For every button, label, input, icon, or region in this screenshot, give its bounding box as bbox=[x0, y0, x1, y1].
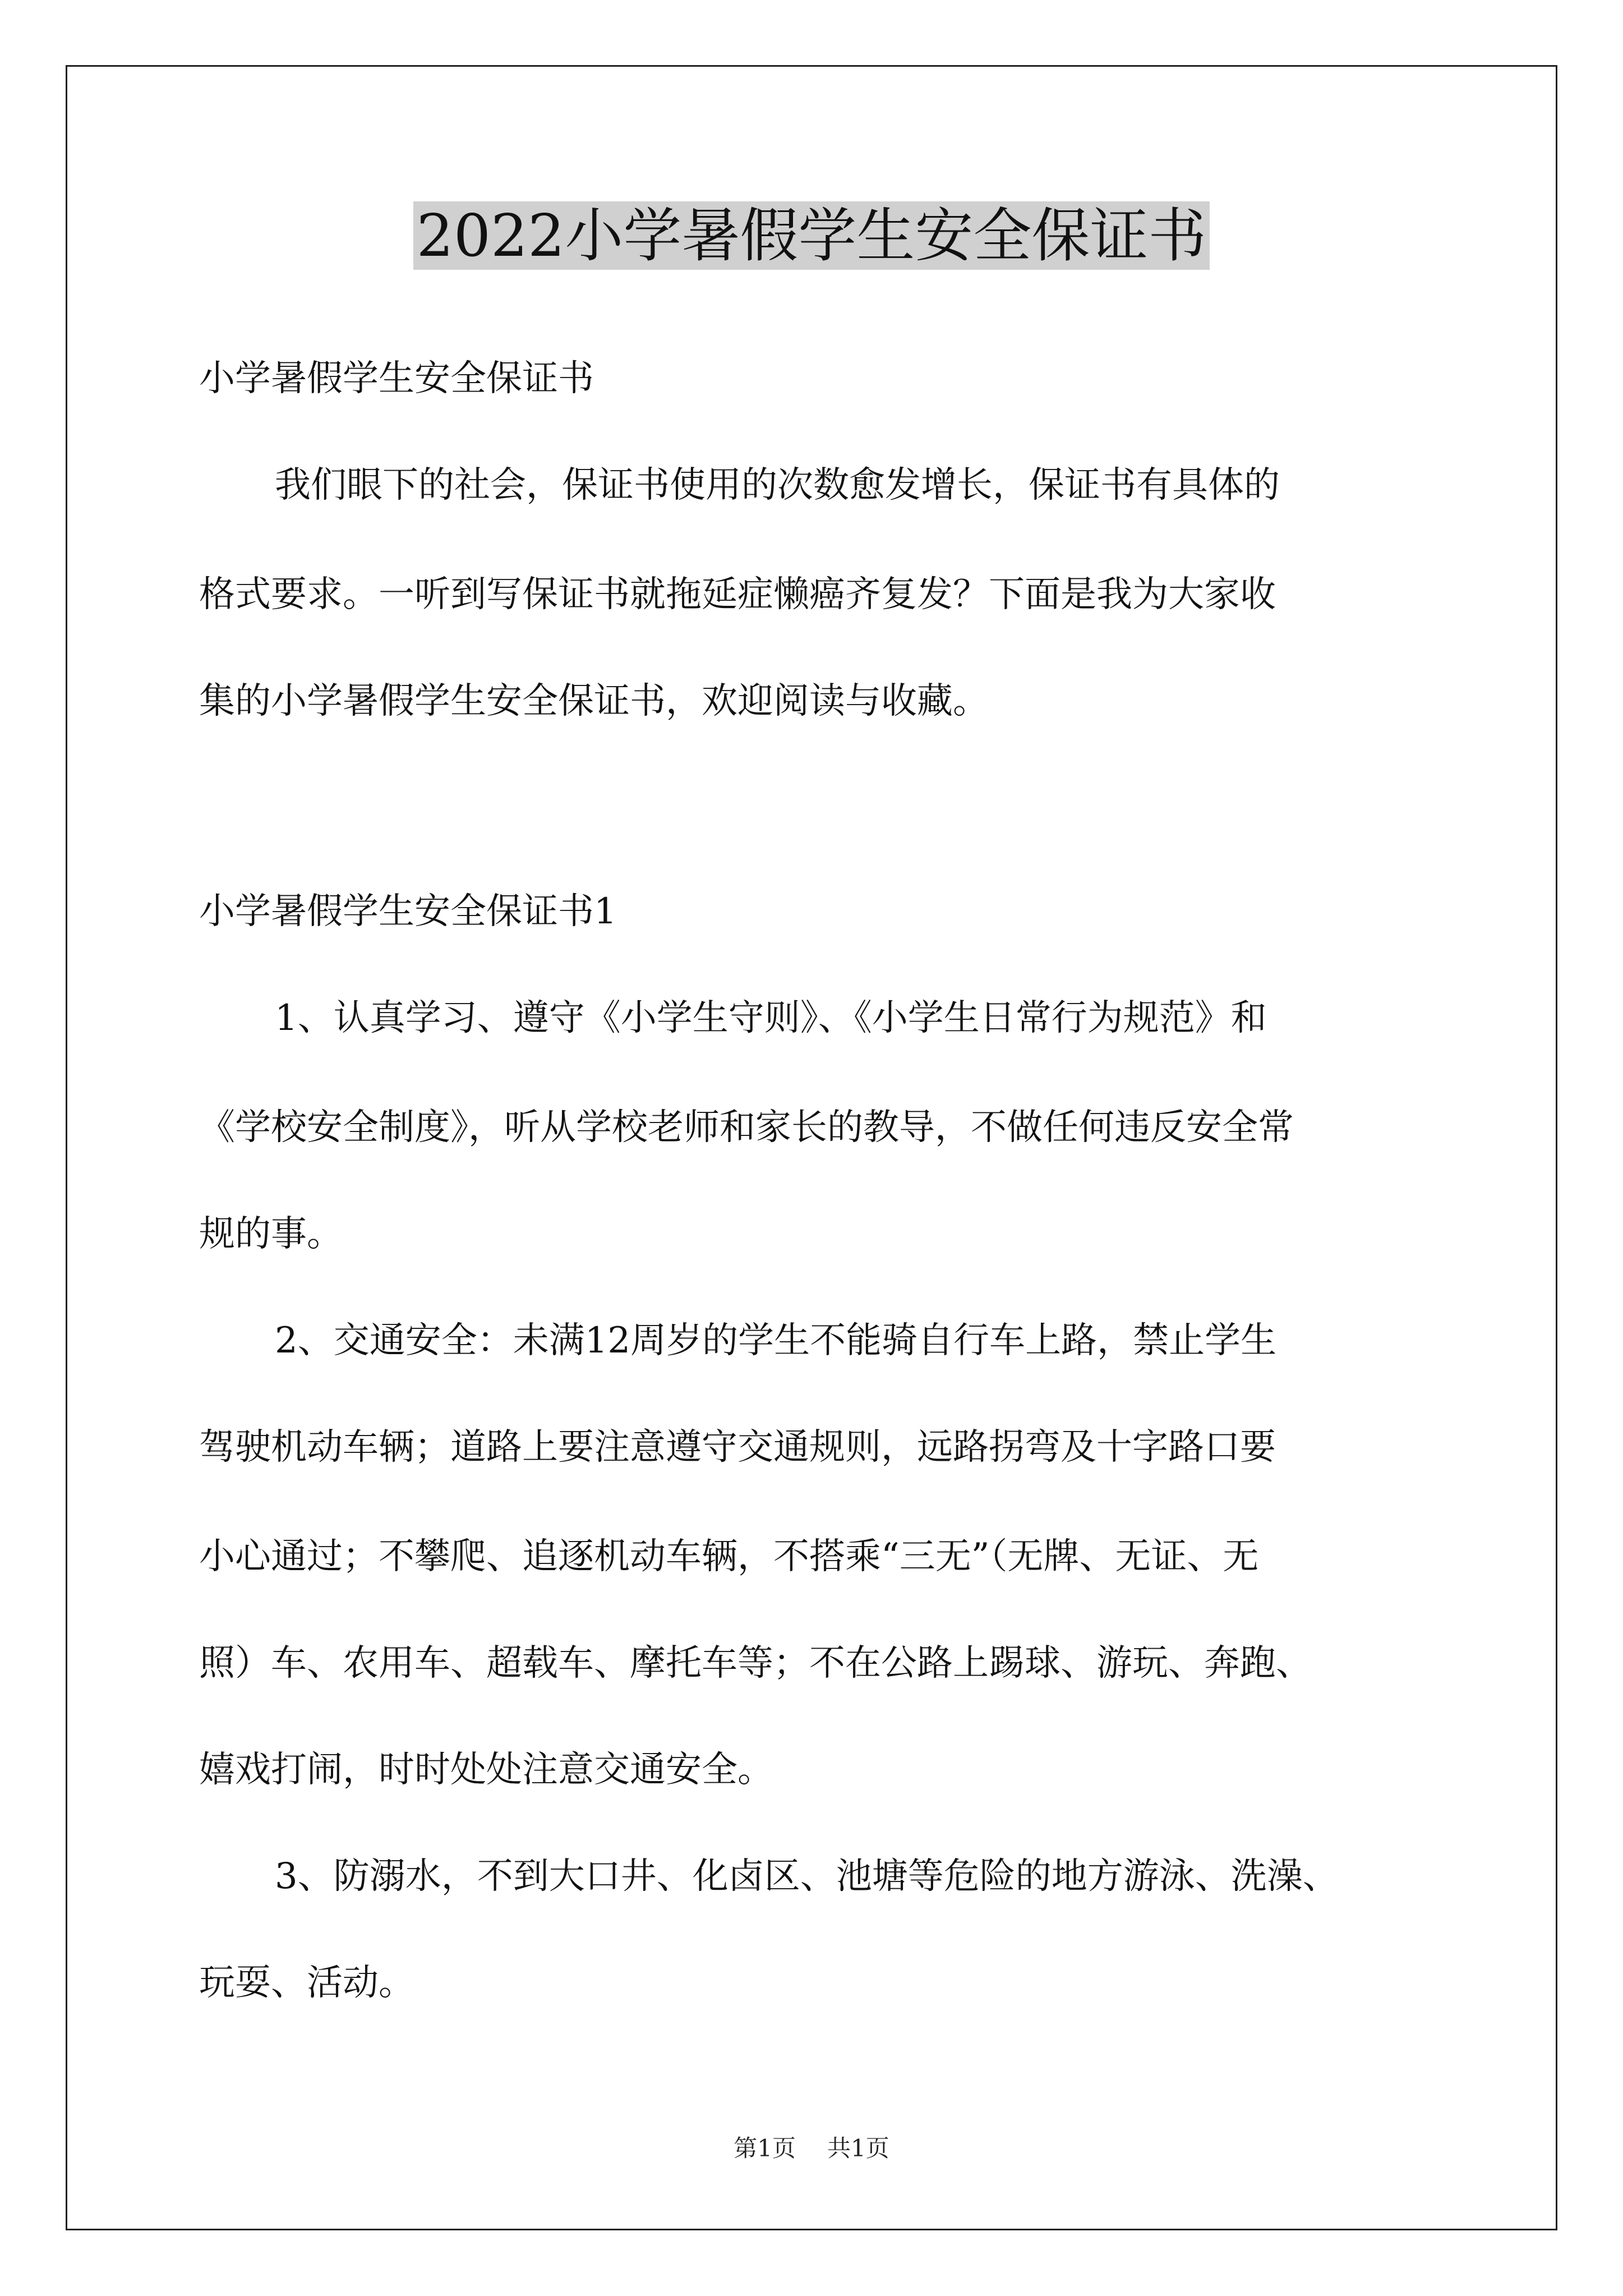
item1-line-3: 规的事。 bbox=[199, 1213, 343, 1255]
section-heading: 小学暑假学生安全保证书1 bbox=[199, 891, 617, 932]
item3-line-1: 3、防溺水，不到大口井、化卤区、池塘等危险的地方游泳、洗澡、 bbox=[275, 1856, 1339, 1897]
item2-line-2: 驾驶机动车辆；道路上要注意遵守交通规则，远路拐弯及十字路口要 bbox=[199, 1427, 1276, 1468]
page-total: 共1页 bbox=[827, 2134, 889, 2162]
item2-line-5: 嬉戏打闹，时时处处注意交通安全。 bbox=[199, 1749, 773, 1791]
page-footer bbox=[0, 2132, 1623, 2165]
item2-line-1: 2、交通安全：未满12周岁的学生不能骑自行车上路，禁止学生 bbox=[275, 1320, 1277, 1361]
item3-line-2: 玩耍、活动。 bbox=[199, 1962, 414, 2004]
intro-line-3: 集的小学暑假学生安全保证书，欢迎阅读与收藏。 bbox=[199, 680, 989, 722]
intro-line-1: 我们眼下的社会，保证书使用的次数愈发增长，保证书有具体的 bbox=[275, 464, 1280, 506]
page-number: 第1页 bbox=[734, 2134, 796, 2162]
item2-line-3: 小心通过；不攀爬、追逐机动车辆，不搭乘“三无”（无牌、无证、无 bbox=[199, 1536, 1259, 1577]
item2-line-4: 照）车、农用车、超载车、摩托车等；不在公路上踢球、游玩、奔跑、 bbox=[199, 1642, 1312, 1684]
item1-line-2: 《学校安全制度》，听从学校老师和家长的教导，不做任何违反安全常 bbox=[199, 1107, 1294, 1148]
document-title-text: 2022小学暑假学生安全保证书 bbox=[413, 201, 1210, 270]
item1-line-1: 1、认真学习、遵守《小学生守则》、《小学生日常行为规范》和 bbox=[275, 997, 1267, 1039]
document-title bbox=[0, 197, 1623, 274]
subheading: 小学暑假学生安全保证书 bbox=[199, 358, 594, 399]
intro-line-2: 格式要求。一听到写保证书就拖延症懒癌齐复发？下面是我为大家收 bbox=[199, 574, 1276, 615]
